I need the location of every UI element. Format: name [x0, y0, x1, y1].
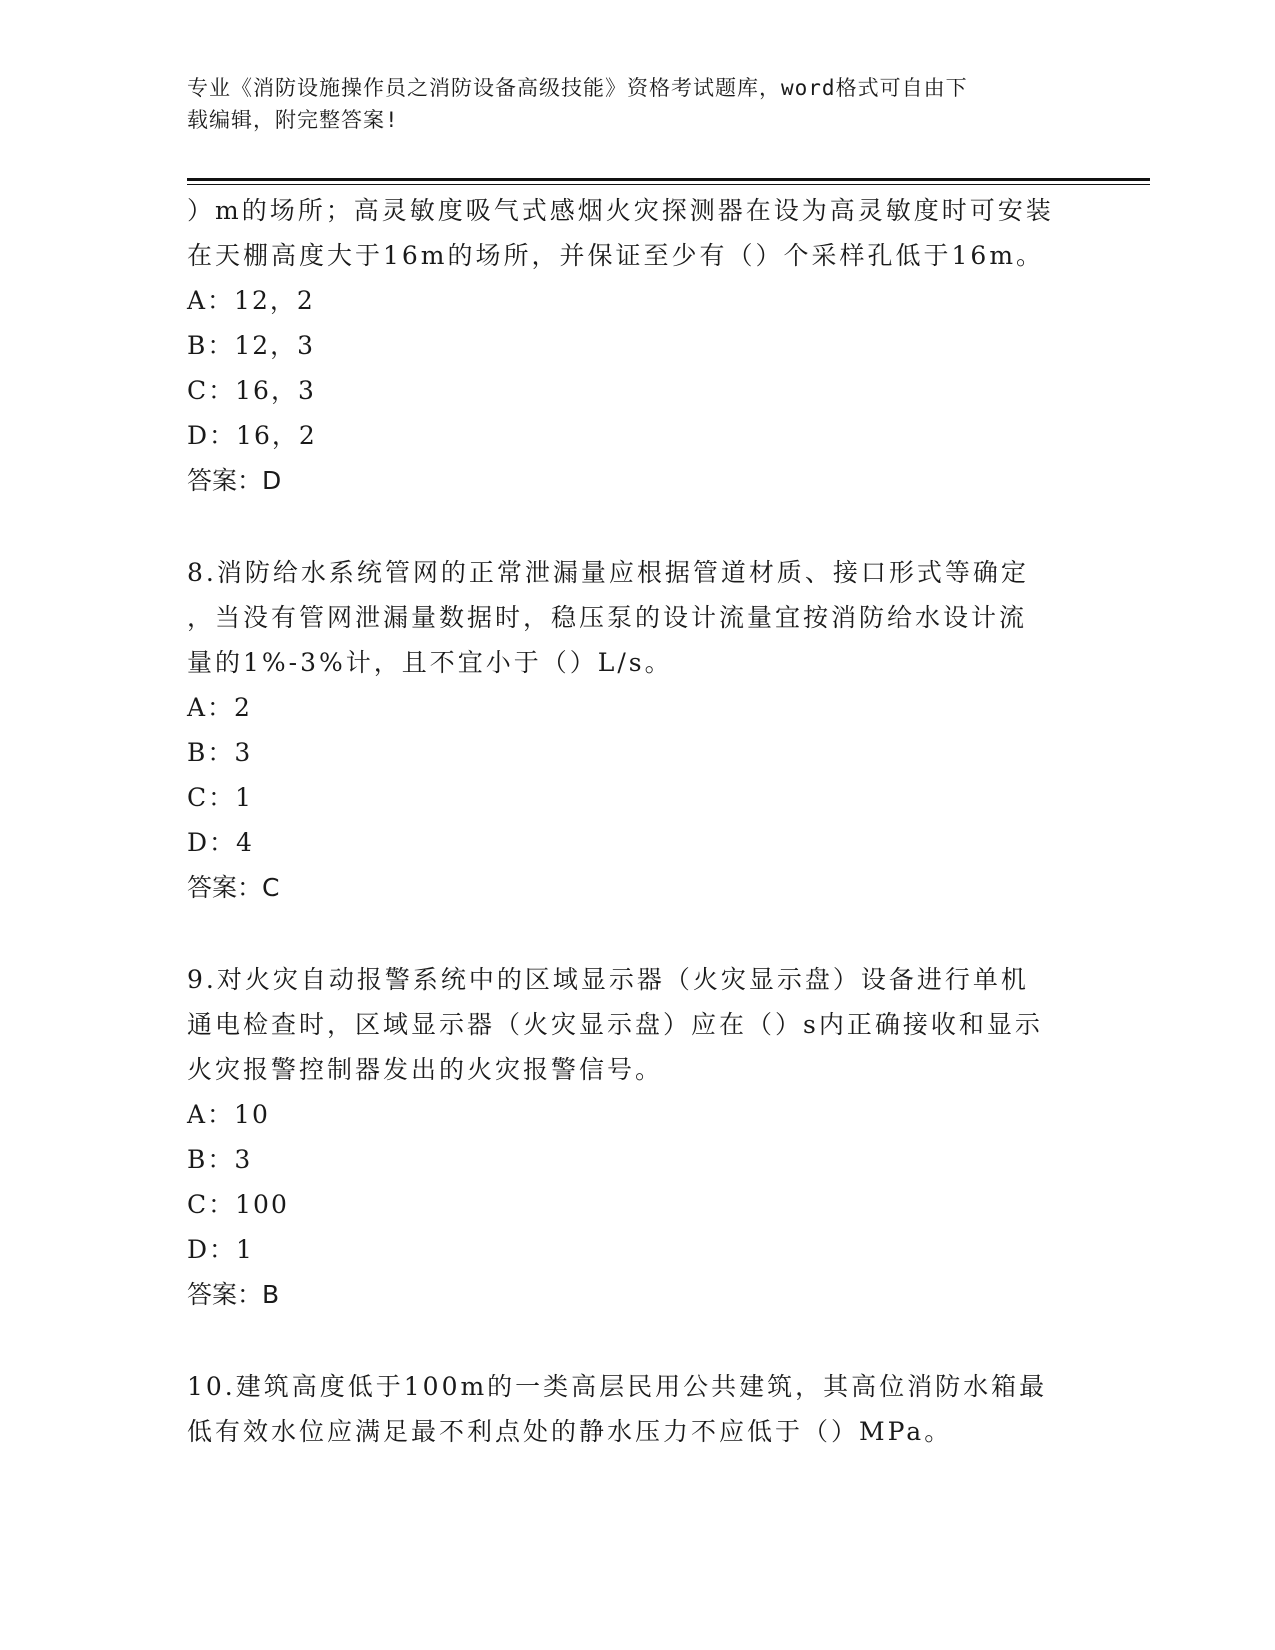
question-10-text-line-2: 低有效水位应满足最不利点处的静水压力不应低于（）MPa。	[187, 1417, 953, 1446]
header-line-1: 专业《消防设施操作员之消防设备高级技能》资格考试题库，word格式可自由下	[187, 76, 968, 100]
question-spacer	[187, 1317, 1087, 1364]
question-list	[187, 188, 1087, 1454]
header-line-2: 载编辑，附完整答案!	[187, 108, 399, 132]
question-9-option-a: A：10	[187, 1100, 270, 1129]
question-8-text-line-3: 量的1%-3%计，且不宜小于（）L/s。	[187, 648, 673, 677]
question-7-option-a: A：12，2	[187, 286, 315, 315]
question-spacer	[187, 910, 1087, 957]
question-7-text-line-2: 在天棚高度大于16m的场所，并保证至少有（）个采样孔低于16m。	[187, 241, 1045, 270]
header-divider-thick	[187, 178, 1150, 181]
question-8-option-b: B：3	[187, 738, 253, 767]
question-10	[187, 1364, 1087, 1454]
question-8-option-c: C：1	[187, 783, 254, 812]
question-9-text-line-2: 通电检查时，区域显示器（火灾显示盘）应在（）s内正确接收和显示	[187, 1010, 1043, 1039]
question-8	[187, 550, 1087, 910]
question-9-answer: 答案：B	[187, 1280, 280, 1309]
header-divider-thin	[187, 184, 1150, 185]
question-7-option-d: D：16，2	[187, 421, 317, 450]
question-7-option-b: B：12，3	[187, 331, 316, 360]
question-8-option-a: A：2	[187, 693, 252, 722]
question-9-option-b: B：3	[187, 1145, 253, 1174]
document-header	[187, 72, 1067, 136]
question-7	[187, 188, 1087, 503]
question-spacer	[187, 503, 1087, 550]
question-10-text-line-1: 10.建筑高度低于100m的一类高层民用公共建筑，其高位消防水箱最	[187, 1372, 1048, 1401]
question-7-text-line-1: ）m的场所；高灵敏度吸气式感烟火灾探测器在设为高灵敏度时可安装	[187, 196, 1054, 225]
question-9-text-line-1: 9.对火灾自动报警系统中的区域显示器（火灾显示盘）设备进行单机	[187, 965, 1029, 994]
question-8-option-d: D：4	[187, 828, 254, 857]
question-8-answer: 答案：C	[187, 873, 280, 902]
question-9	[187, 957, 1087, 1317]
question-8-text-line-2: ，当没有管网泄漏量数据时，稳压泵的设计流量宜按消防给水设计流	[187, 603, 1028, 632]
question-7-option-c: C：16，3	[187, 376, 316, 405]
question-9-option-d: D：1	[187, 1235, 254, 1264]
question-8-text-line-1: 8.消防给水系统管网的正常泄漏量应根据管道材质、接口形式等确定	[187, 558, 1029, 587]
question-7-answer: 答案：D	[187, 466, 282, 495]
question-9-text-line-3: 火灾报警控制器发出的火灾报警信号。	[187, 1055, 664, 1084]
question-9-option-c: C：100	[187, 1190, 289, 1219]
